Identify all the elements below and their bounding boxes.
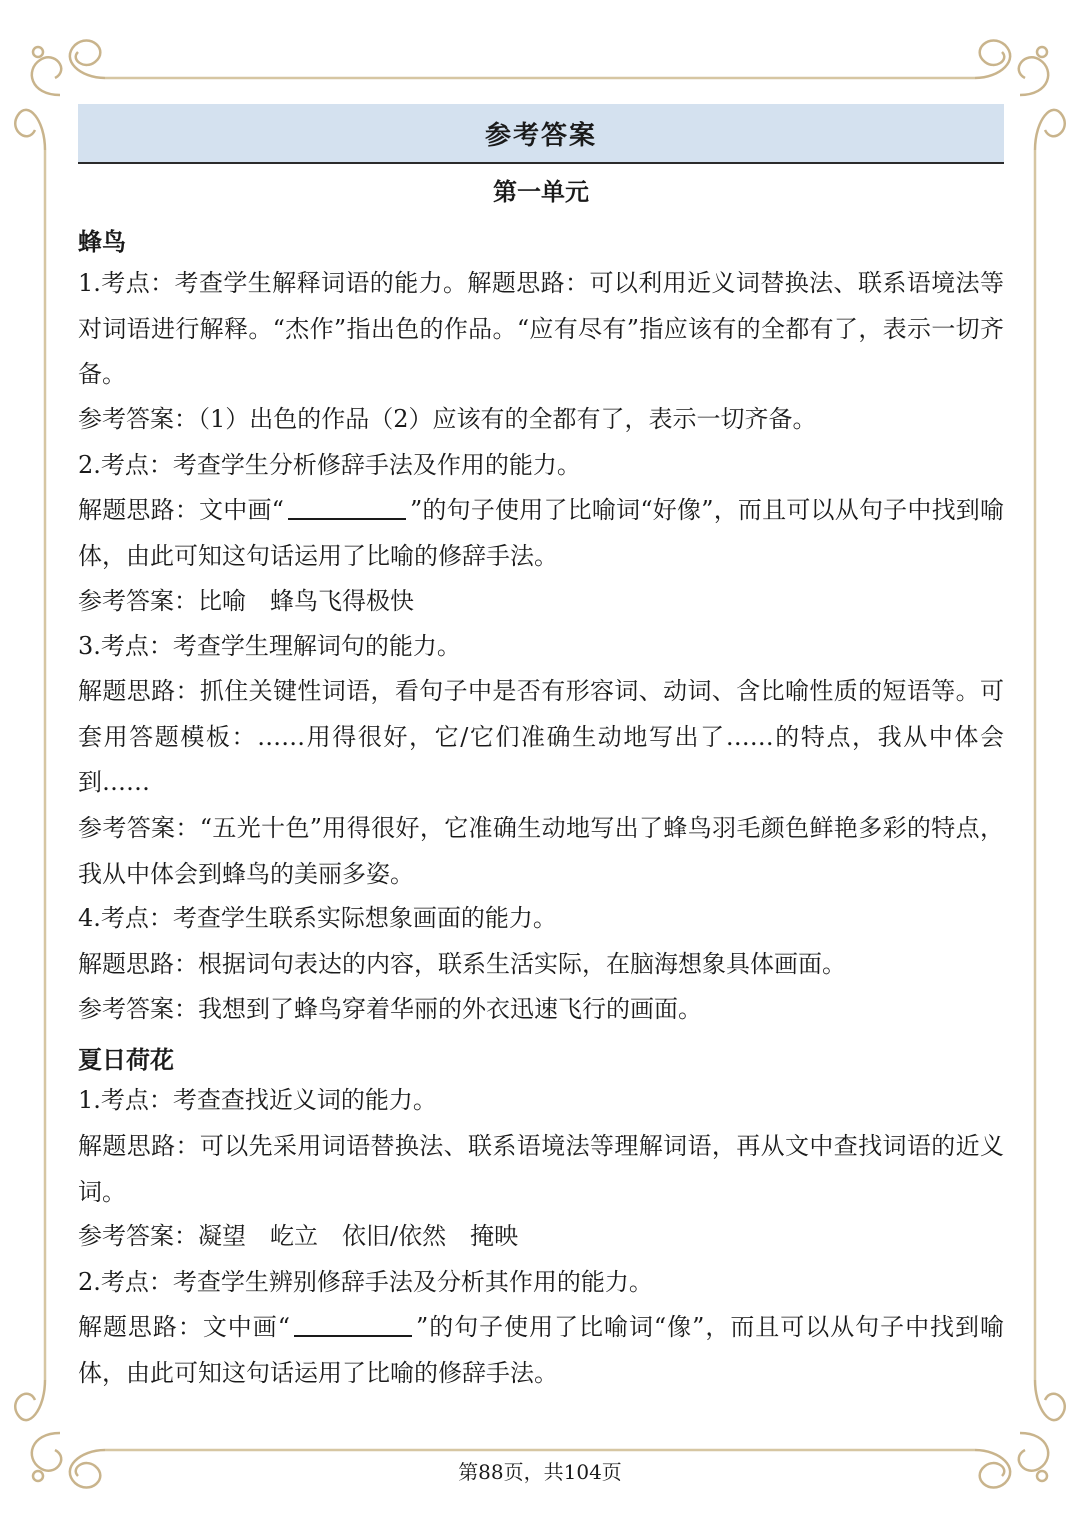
paragraph-part: 解题思路：文中画“ — [78, 496, 284, 524]
paragraph: 解题思路：抓住关键性词语，看句子中是否有形容词、动词、含比喻性质的短语等。可套用答题模板：……用得很好，它/它们准确生动地写出了……的特点，我从中体会到…… — [78, 677, 1004, 796]
paragraph — [78, 1305, 1004, 1396]
page-title: 参考答案 — [484, 120, 597, 151]
paragraph: 1.考点：考查学生解释词语的能力。解题思路：可以利用近义词替换法、联系语境法等对词语进行解释。“杰作”指出色的作品。“应有尽有”指应该有的全都有了，表示一切齐备。 — [78, 269, 1004, 388]
paragraph: 参考答案：（1）出色的作品（2）应该有的全都有了，表示一切齐备。 — [78, 405, 817, 433]
paragraph-part: ”的句子使用了比喻词“像”，而且可以从句子中找到喻体，由此可知这句话运用了比喻的修辞手法。 — [78, 1313, 1004, 1387]
paragraph: 解题思路：根据词句表达的内容，联系生活实际，在脑海想象具体画面。 — [78, 950, 846, 978]
section-title-summer-lotus: 夏日荷花 — [78, 1045, 174, 1074]
paragraph: 解题思路：可以先采用词语替换法、联系语境法等理解词语，再从文中查找词语的近义词。 — [78, 1132, 1004, 1206]
paragraph: 4.考点：考查学生联系实际想象画面的能力。 — [78, 904, 557, 932]
paragraph: 参考答案：比喻 蜂鸟飞得极快 — [78, 587, 414, 615]
paragraph: 3.考点：考查学生理解词句的能力。 — [78, 632, 461, 660]
paragraph: 参考答案：“五光十色”用得很好，它准确生动地写出了蜂鸟羽毛颜色鲜艳多彩的特点，我从中体会到蜂鸟的美丽多姿。 — [78, 814, 1004, 888]
underline-blank — [288, 496, 406, 520]
paragraph: 1.考点：考查查找近义词的能力。 — [78, 1086, 437, 1114]
underline-blank — [294, 1313, 412, 1337]
paragraph-part: 解题思路：文中画“ — [78, 1313, 290, 1341]
paragraph — [78, 488, 1004, 579]
paragraph: 2.考点：考查学生分析修辞手法及作用的能力。 — [78, 451, 581, 479]
paragraph: 参考答案：我想到了蜂鸟穿着华丽的外衣迅速飞行的画面。 — [78, 995, 702, 1023]
paragraph-part: ”的句子使用了比喻词“好像”，而且可以从句子中找到喻体，由此可知这句话运用了比喻的修辞手法。 — [78, 496, 1004, 570]
page-number: 第88页，共104页 — [458, 1460, 622, 1484]
section-title-hummingbird: 蜂鸟 — [78, 227, 126, 256]
paragraph: 2.考点：考查学生辨别修辞手法及分析其作用的能力。 — [78, 1268, 653, 1296]
unit-title: 第一单元 — [493, 177, 589, 206]
paragraph: 参考答案：凝望 屹立 依旧/依然 掩映 — [78, 1222, 519, 1250]
header-banner — [78, 104, 1004, 164]
